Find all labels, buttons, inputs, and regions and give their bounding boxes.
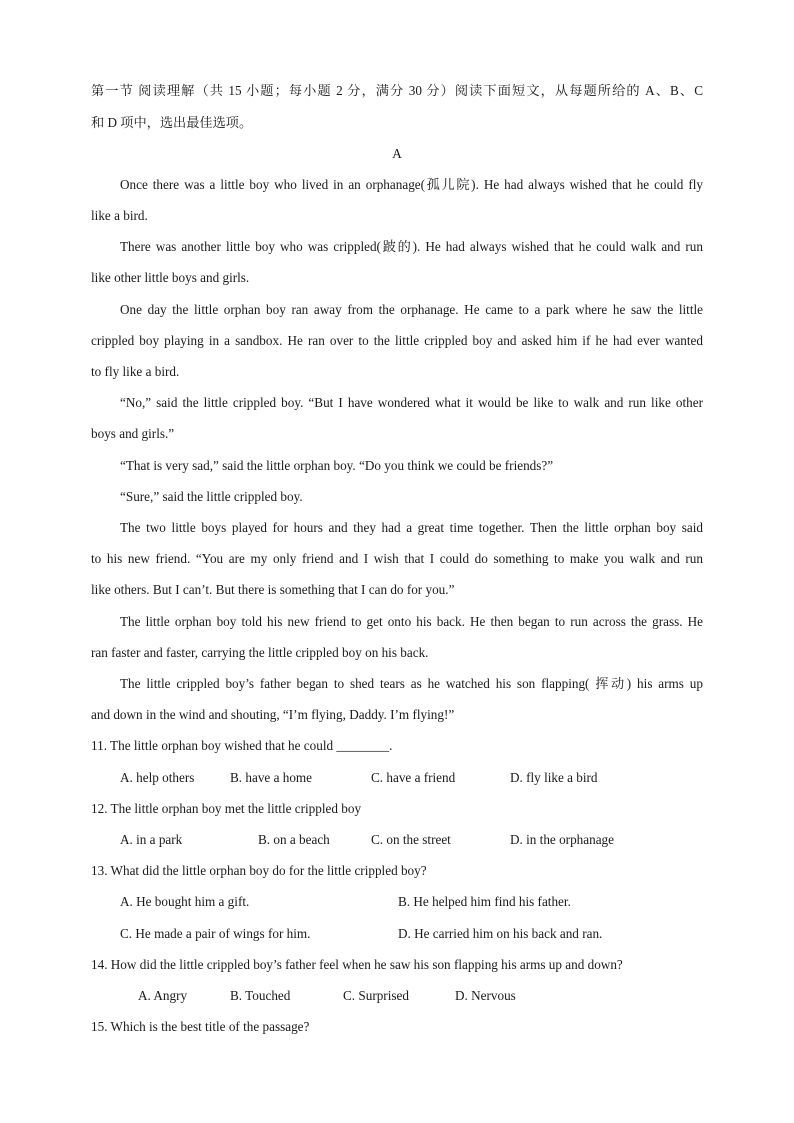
question-stem-11: 11. The little orphan boy wished that he could ________. — [91, 738, 393, 753]
passage-line: “That is very sad,” said the little orphan boy. “Do you think we could be friends?” — [120, 458, 554, 473]
passage-line: ran faster and faster, carrying the little crippled boy on his back. — [91, 645, 429, 660]
passage-line: The little crippled boy’s father began to shed tears as he watched his son flapping( 挥动) his arms up — [120, 676, 703, 691]
option[interactable]: B. on a beach — [258, 832, 330, 847]
passage-line: Once there was a little boy who lived in an orphanage(孤儿院). He had always wished that he could fly — [120, 177, 703, 192]
passage-line: to fly like a bird. — [91, 364, 180, 379]
question-stem-14: 14. How did the little crippled boy’s father feel when he saw his son flapping his arms up and down? — [91, 957, 623, 972]
passage-line: One day the little orphan boy ran away from the orphanage. He came to a park where he saw the little — [120, 302, 703, 317]
question-stem-13: 13. What did the little orphan boy do for the little crippled boy? — [91, 863, 427, 878]
option[interactable]: C. He made a pair of wings for him. — [120, 926, 311, 941]
passage-line: “Sure,” said the little crippled boy. — [120, 489, 303, 504]
section-heading-line-2: 和 D 项中，选出最佳选项。 — [91, 115, 253, 130]
passage-line: like others. But I can’t. But there is something that I can do for you.” — [91, 582, 455, 597]
question-stem-12: 12. The little orphan boy met the little crippled boy — [91, 801, 362, 816]
option[interactable]: B. have a home — [230, 770, 313, 785]
option[interactable]: A. in a park — [120, 832, 183, 847]
option[interactable]: D. Nervous — [455, 988, 516, 1003]
passage-line: “No,” said the little crippled boy. “But I have wondered what it would be like to walk and run like other — [120, 395, 703, 410]
passage-line: like a bird. — [91, 208, 148, 223]
option[interactable]: B. He helped him find his father. — [398, 894, 571, 909]
option[interactable]: C. have a friend — [371, 770, 456, 785]
option[interactable]: A. help others — [120, 770, 195, 785]
option[interactable]: D. He carried him on his back and ran. — [398, 926, 603, 941]
option[interactable]: B. Touched — [230, 988, 291, 1003]
option[interactable]: A. He bought him a gift. — [120, 894, 250, 909]
question-stem-15: 15. Which is the best title of the passage? — [91, 1019, 310, 1034]
passage-line: like other little boys and girls. — [91, 270, 250, 285]
option[interactable]: D. in the orphanage — [510, 832, 614, 847]
passage-line: The little orphan boy told his new friend to get onto his back. He then began to run across the grass. He — [120, 614, 703, 629]
passage-line: boys and girls.” — [91, 426, 175, 441]
passage-line: There was another little boy who was crippled(跛的). He had always wished that he could walk and run — [120, 239, 703, 254]
section-heading-line-1: 第一节 阅读理解（共 15 小题；每小题 2 分，满分 30 分）阅读下面短文，从每题所给的 A、B、C — [91, 83, 703, 98]
passage-line: The two little boys played for hours and they had a great time together. Then the little orphan boy said — [120, 520, 703, 535]
option[interactable]: C. on the street — [371, 832, 451, 847]
passage-line: to his new friend. “You are my only friend and I wish that I could do something to make you walk and run — [91, 551, 703, 566]
option[interactable]: D. fly like a bird — [510, 770, 598, 785]
passage-label: A — [392, 146, 402, 161]
option[interactable]: C. Surprised — [343, 988, 409, 1003]
passage-line: and down in the wind and shouting, “I’m flying, Daddy. I’m flying!” — [91, 707, 455, 722]
passage-line: crippled boy playing in a sandbox. He ran over to the little crippled boy and asked him if he had ever wanted — [91, 333, 703, 348]
option[interactable]: A. Angry — [138, 988, 188, 1003]
